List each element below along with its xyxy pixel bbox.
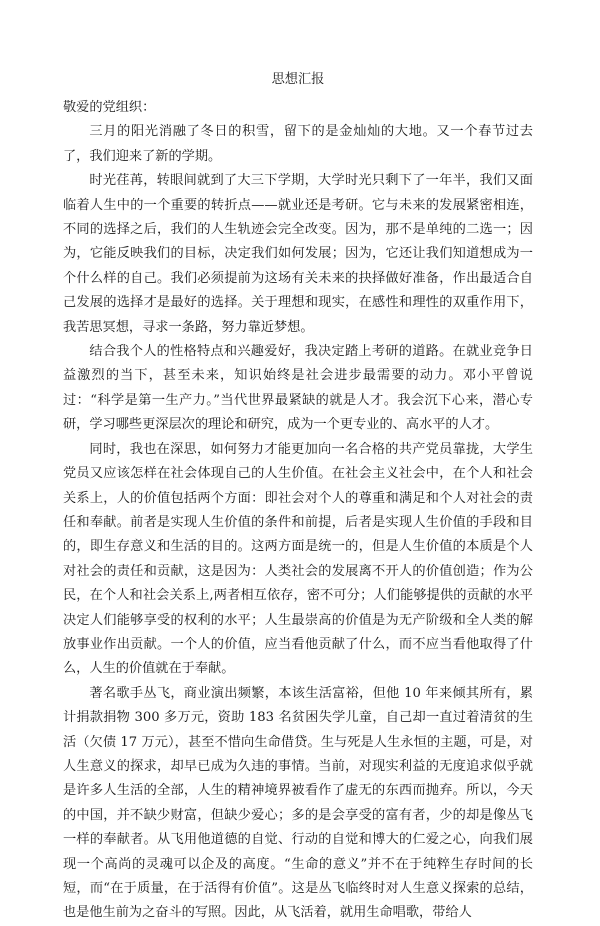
document-title: 思想汇报 xyxy=(271,72,325,87)
salutation: 敬爱的党组织： xyxy=(63,100,156,115)
paragraph: 结合我个人的性格特点和兴趣爱好，我决定踏上考研的道路。在就业竞争日益激烈的当下，甚至未来，知识始终是社会进步最需要的动力。邓小平曾说过：“科学是第一生产力。”当代世界最紧缺的就是人才。我会沉下心来，潜心专研，学习哪些更深层次的理论和研究，成为一个更专业的、高水平的人才。 xyxy=(63,344,533,433)
document-page xyxy=(63,68,533,926)
paragraph: 著名歌手丛飞，商业演出频繁，本该生活富裕，但他 10 年来倾其所有，累计捐款捐物 300 多万元，资助 183 名贫困失学儿童，自己却一直过着清贫的生活（欠债 17 万元），甚至不惜向生命借贷。生与死是人生永恒的主题，可是，对人生意义的探求，却早已成为久违的事情。当前，对现实利益的无度追求似乎就是许多人生活的全部，人生的精神境界被看作了虚无的东西而抛弃。所以，今天的中国，并不缺少财富，但缺少爱心；多的是会享受的富有者，少的却是像丛飞一样的奉献者。从飞用他道德的自觉、行动的自觉和博大的仁爱之心，向我们展现一个高尚的灵魂可以企及的高度。“生命的意义”并不在于纯粹生存时间的长短，而“在于质量，在于活得有价值”。这是丛飞临终时对人生意义探索的总结，也是他生前为之奋斗的写照。因此，从飞活着，就用生命唱歌，带给人 xyxy=(63,685,533,921)
paragraph: 同时，我也在深思，如何努力才能更加向一名合格的共产党员靠拢，大学生党员又应该怎样在社会体现自己的人生价值。在社会主义社会中，在个人和社会关系上，人的价值包括两个方面：即社会对个人的尊重和满足和个人对社会的责任和奉献。前者是实现人生价值的条件和前提，后者是实现人生价值的手段和目的，即生存意义和生活的目的。这两方面是统一的，但是人生价值的本质是个人对社会的责任和贡献，这是因为：人类社会的发展离不开人的价值创造；作为公民，在个人和社会关系上,两者相互依存，密不可分；人们能够提供的贡献的水平决定人们能够享受的权利的水平；人生最崇高的价值是为无产阶级和全人类的解放事业作出贡献。一个人的价值，应当看他贡献了什么，而不应当看他取得了什么，人生的价值就在于奉献。 xyxy=(63,441,533,677)
paragraph: 三月的阳光消融了冬日的积雪，留下的是金灿灿的大地。又一个春节过去了，我们迎来了新的学期。 xyxy=(63,124,533,164)
paragraph: 时光荏苒，转眼间就到了大三下学期，大学时光只剩下了一年半，我们又面临着人生中的一个重要的转折点——就业还是考研。它与未来的发展紧密相连，不同的选择之后，我们的人生轨迹会完全改变。因为，那不是单纯的二选一；因为，它能反映我们的目标，决定我们如何发展；因为，它还让我们知道想成为一个什么样的自己。我们必须提前为这场有关未来的抉择做好准备，作出最适合自己发展的选择才是最好的选择。关于理想和现实，在感性和理性的双重作用下，我苦思冥想，寻求一条路，努力靠近梦想。 xyxy=(63,173,533,335)
